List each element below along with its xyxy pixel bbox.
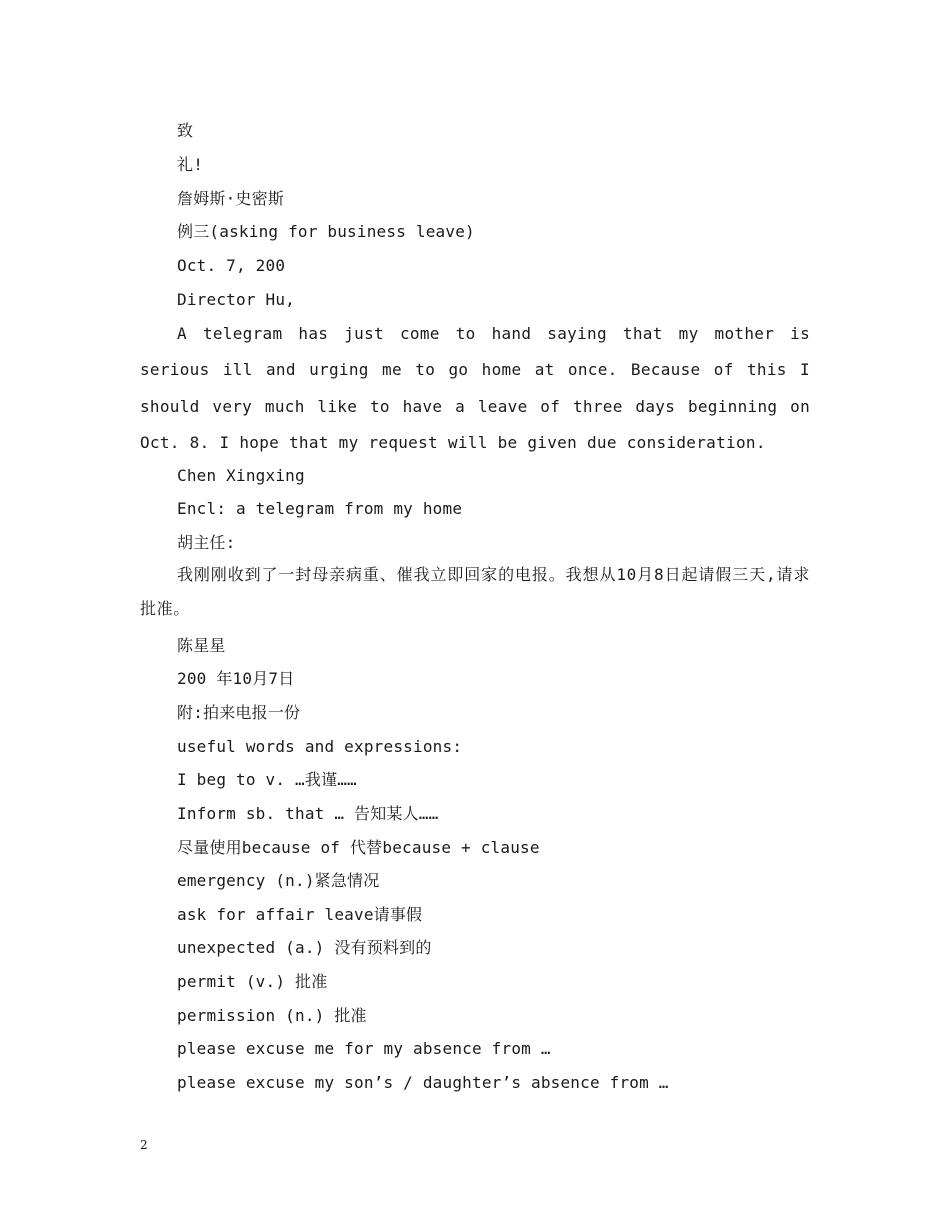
letter-date: Oct. 7, 200 (177, 256, 286, 275)
vocab-item: permit (v.) 批准 (177, 972, 328, 991)
letter-signature: Chen Xingxing (177, 466, 305, 485)
chinese-salutation: 胡主任: (177, 533, 236, 552)
letter-body-chinese: 我刚刚收到了一封母亲病重、催我立即回家的电报。我想从10月8日起请假三天,请求批准。 (140, 565, 810, 618)
page-number: 2 (140, 1138, 148, 1152)
letter-body-english: A telegram has just come to hand saying that my mother is serious ill and urging me to go home at once. Because of this I should very much like to have a leave of three days beginning on Oct. 8. I hope that my request will be given due consideration. (140, 324, 810, 452)
closing-line: 致 (177, 121, 194, 140)
vocab-item: permission (n.) 批准 (177, 1006, 367, 1025)
vocab-item: Inform sb. that … 告知某人…… (177, 804, 439, 823)
vocab-item: please excuse my son’s / daughter’s absence from … (177, 1073, 669, 1092)
vocab-item: 尽量使用because of 代替because + clause (177, 838, 540, 857)
closing-salute: 礼! (177, 155, 204, 174)
example-heading: 例三(asking for business leave) (177, 222, 475, 241)
chinese-enclosure: 附:拍来电报一份 (177, 703, 301, 722)
vocab-item: please excuse me for my absence from … (177, 1039, 551, 1058)
chinese-signature: 陈星星 (177, 636, 226, 655)
vocab-item: emergency (n.)紧急情况 (177, 871, 380, 890)
vocab-item: I beg to v. …我谨…… (177, 770, 357, 789)
letter-enclosure: Encl: a telegram from my home (177, 499, 463, 518)
vocab-item: ask for affair leave请事假 (177, 905, 423, 924)
chinese-date: 200 年10月7日 (177, 669, 295, 688)
vocab-item: unexpected (a.) 没有预料到的 (177, 938, 432, 957)
vocab-heading: useful words and expressions: (177, 737, 463, 756)
letter-salutation: Director Hu, (177, 290, 295, 309)
signature-name: 詹姆斯·史密斯 (177, 189, 285, 208)
